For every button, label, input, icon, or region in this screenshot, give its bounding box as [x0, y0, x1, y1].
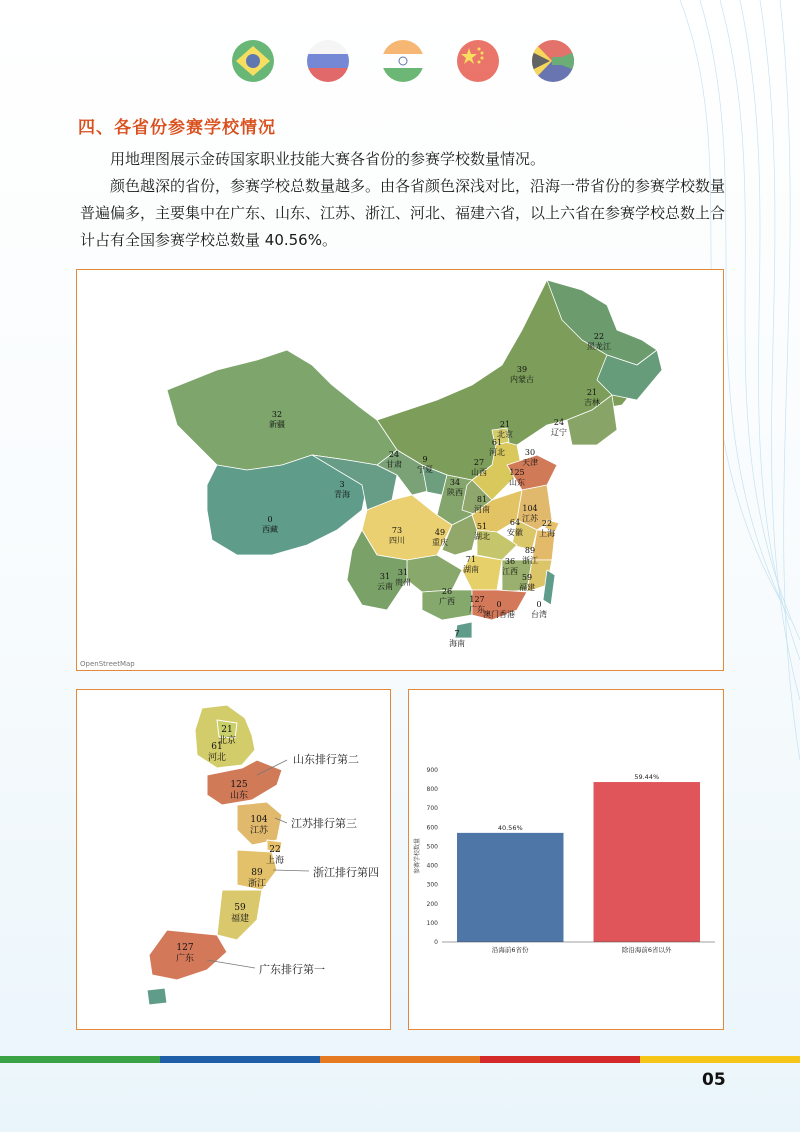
map-label-2: [584, 388, 600, 408]
map-label-name: 广西: [439, 597, 455, 606]
map-label-name: 新疆: [269, 420, 285, 429]
coastal-hainan-region: [147, 988, 167, 1005]
map-label-24: [502, 557, 518, 577]
map-label-value: 7: [454, 629, 460, 638]
coastal-label-2: [230, 780, 248, 802]
china-choropleth-map: [77, 270, 724, 671]
map-label-1: [510, 365, 534, 385]
map-label-name: 陕西: [447, 488, 463, 497]
map-label-value: 0: [267, 515, 273, 524]
y-tick-label: 100: [426, 919, 438, 927]
map-label-name: 山西: [471, 468, 487, 477]
china-flag-icon: [457, 40, 499, 82]
map-label-value: 31: [397, 568, 409, 577]
y-tick-label: 300: [426, 881, 438, 889]
map-label-value: 36: [504, 557, 516, 566]
south-africa-flag-icon: [532, 40, 574, 82]
coastal-label-value: 22: [269, 845, 281, 855]
map-label-name: 青海: [334, 490, 350, 499]
map-label-value: 21: [499, 420, 511, 429]
y-tick-label: 500: [426, 843, 438, 851]
footer-stripe-4: [640, 1056, 800, 1063]
map-label-name: 云南: [377, 582, 393, 591]
coastal-label-name: 广东: [175, 954, 195, 964]
map-label-name: 四川: [389, 536, 405, 545]
coastal-provinces-panel: [76, 689, 391, 1030]
map-label-value: 24: [553, 418, 565, 427]
map-label-18: [262, 515, 278, 535]
map-label-14: [474, 495, 490, 515]
map-label-value: 30: [524, 448, 536, 457]
map-label-28: [439, 587, 455, 607]
map-attribution: OpenStreetMap: [80, 660, 135, 668]
map-label-name: 澳门香港: [483, 610, 515, 619]
map-label-name: 河北: [489, 448, 505, 457]
map-label-name: 安徽: [507, 528, 523, 537]
map-label-3: [551, 418, 567, 438]
coastal-label-name: 河北: [207, 753, 227, 763]
brazil-flag-icon: [232, 40, 274, 82]
footer-stripe-2: [320, 1056, 480, 1063]
map-label-value: 24: [388, 450, 400, 459]
page-number: 05: [702, 1070, 726, 1090]
map-label-value: 51: [476, 522, 488, 531]
map-label-name: 广东: [469, 605, 485, 614]
map-label-name: 辽宁: [551, 428, 567, 437]
map-label-name: 江苏: [522, 514, 538, 523]
map-label-value: 127: [469, 595, 485, 604]
map-label-name: 宁夏: [417, 465, 433, 474]
analysis-paragraph: 颜色越深的省份，参赛学校总数量越多。由各省颜色深浅对比，沿海一带省份的参赛学校数量普遍偏多，主要集中在广东、山东、江苏、浙江、河北、福建六省，以上六省在参赛学校总数上合计占有全国参赛学校总数量 40.56%。: [80, 177, 726, 249]
x-tick-label-1: 除沿海前6省以外: [621, 946, 672, 954]
map-label-name: 天津: [522, 458, 538, 467]
coastal-label-value: 127: [176, 943, 194, 953]
map-label-10: [471, 458, 487, 478]
coastal-label-name: 江苏: [249, 826, 269, 836]
map-label-name: 江西: [502, 567, 518, 576]
map-label-19: [389, 526, 405, 546]
bar-0: [457, 833, 563, 942]
map-label-value: 61: [491, 438, 503, 447]
bar-data-label-1: 59.44%: [634, 773, 660, 782]
coastal-label-7: [176, 943, 194, 965]
coastal-label-1: [208, 742, 226, 764]
bar-1: [594, 782, 700, 942]
coastal-label-name: 浙江: [247, 879, 267, 889]
map-label-22: [522, 546, 538, 566]
map-label-value: 26: [441, 587, 453, 596]
map-label-value: 9: [422, 455, 428, 464]
map-label-value: 104: [522, 504, 538, 513]
coastal-label-name: 北京: [217, 736, 237, 746]
map-label-value: 27: [473, 458, 485, 467]
map-label-value: 89: [524, 546, 536, 555]
map-label-value: 125: [509, 468, 525, 477]
map-label-value: 31: [379, 572, 391, 581]
footer-stripe-3: [480, 1056, 640, 1063]
bar-data-label-0: 40.56%: [497, 823, 523, 832]
rank-callout-3: 广东排行第一: [255, 960, 329, 978]
coastal-label-value: 61: [211, 742, 223, 752]
share-bar-chart: [409, 690, 724, 1030]
map-label-26: [395, 568, 411, 588]
x-tick-label-0: 沿海前6省份: [491, 946, 529, 954]
rank-callout-0: 山东排行第二: [289, 750, 363, 768]
map-label-32: [449, 629, 465, 649]
map-label-name: 北京: [497, 430, 513, 439]
map-label-5: [386, 450, 402, 470]
china-map-panel: [76, 269, 724, 671]
coastal-label-3: [250, 815, 268, 837]
map-label-name: 台湾: [531, 610, 547, 619]
india-flag-icon: [382, 40, 424, 82]
map-label-12: [334, 480, 350, 500]
map-label-name: 河南: [474, 505, 490, 514]
map-label-8: [489, 438, 505, 458]
coastal-label-name: 上海: [265, 856, 285, 866]
map-label-name: 甘肃: [386, 460, 402, 469]
y-tick-label: 900: [426, 767, 438, 774]
map-label-9: [522, 448, 538, 468]
map-label-21: [474, 522, 490, 542]
map-label-6: [417, 455, 433, 475]
map-label-27: [377, 572, 393, 592]
footer-stripe-1: [160, 1056, 320, 1063]
map-label-value: 22: [541, 519, 553, 528]
map-label-name: 海南: [449, 639, 465, 648]
y-tick-label: 400: [426, 862, 438, 870]
map-label-value: 0: [496, 600, 502, 609]
rank-callout-1: 江苏排行第三: [287, 814, 361, 832]
y-axis-label: 参赛学校数量: [414, 837, 421, 875]
map-label-4: [269, 410, 285, 430]
coastal-label-6: [231, 903, 249, 925]
map-label-value: 64: [509, 518, 521, 527]
map-label-23: [463, 555, 479, 575]
map-label-value: 59: [521, 573, 533, 582]
map-label-16: [507, 518, 523, 538]
section-title: 四、各省份参赛学校情况: [78, 118, 276, 138]
bar-chart-panel: [408, 689, 724, 1030]
map-label-value: 49: [434, 528, 446, 537]
coastal-label-4: [266, 845, 284, 867]
map-label-value: 0: [536, 600, 542, 609]
map-label-name: 内蒙古: [510, 375, 534, 384]
map-label-name: 浙江: [522, 556, 538, 565]
map-label-name: 贵州: [395, 578, 411, 587]
map-label-name: 黑龙江: [587, 342, 611, 351]
map-label-value: 39: [516, 365, 528, 374]
map-label-value: 32: [271, 410, 283, 419]
map-label-name: 吉林: [584, 398, 600, 407]
coastal-label-5: [248, 868, 266, 890]
map-label-value: 22: [593, 332, 605, 341]
map-label-7: [497, 420, 513, 440]
map-label-name: 西藏: [262, 525, 278, 534]
y-tick-label: 700: [426, 805, 438, 813]
map-label-31: [483, 600, 515, 620]
map-label-11: [509, 468, 525, 488]
map-label-20: [432, 528, 448, 548]
coastal-label-value: 89: [251, 868, 263, 878]
map-label-value: 3: [339, 480, 345, 489]
y-tick-label: 800: [426, 786, 438, 794]
map-label-value: 21: [586, 388, 598, 397]
map-label-value: 81: [476, 495, 488, 504]
map-label-25: [519, 573, 535, 593]
map-label-name: 重庆: [432, 538, 448, 547]
y-tick-label: 0: [434, 939, 438, 946]
map-label-30: [531, 600, 547, 620]
callout-line-zhejiang: [273, 870, 309, 871]
footer-stripe-0: [0, 1056, 160, 1063]
coastal-label-value: 125: [230, 780, 248, 790]
map-label-17: [539, 519, 555, 539]
russia-flag-icon: [307, 40, 349, 82]
brics-flags: [232, 40, 574, 82]
map-label-name: 湖南: [463, 565, 479, 574]
map-label-13: [447, 478, 463, 498]
rank-callout-2: 浙江排行第四: [309, 863, 383, 881]
map-label-0: [587, 332, 611, 352]
map-label-name: 山东: [509, 478, 525, 487]
coastal-label-value: 59: [234, 903, 246, 913]
map-label-name: 湖北: [474, 532, 490, 541]
y-tick-label: 200: [426, 900, 438, 908]
map-label-value: 73: [391, 526, 403, 535]
coastal-label-name: 福建: [230, 914, 250, 924]
map-label-name: 福建: [519, 583, 535, 592]
coastal-label-value: 21: [221, 725, 233, 735]
y-tick-label: 600: [426, 824, 438, 832]
intro-paragraph: 用地理图展示金砖国家职业技能大赛各省份的参赛学校数量情况。: [110, 150, 546, 168]
map-label-value: 71: [465, 555, 477, 564]
coastal-label-name: 山东: [229, 791, 249, 801]
map-label-value: 34: [449, 478, 461, 487]
map-label-name: 上海: [539, 529, 555, 538]
coastal-label-value: 104: [250, 815, 268, 825]
map-label-15: [522, 504, 538, 524]
